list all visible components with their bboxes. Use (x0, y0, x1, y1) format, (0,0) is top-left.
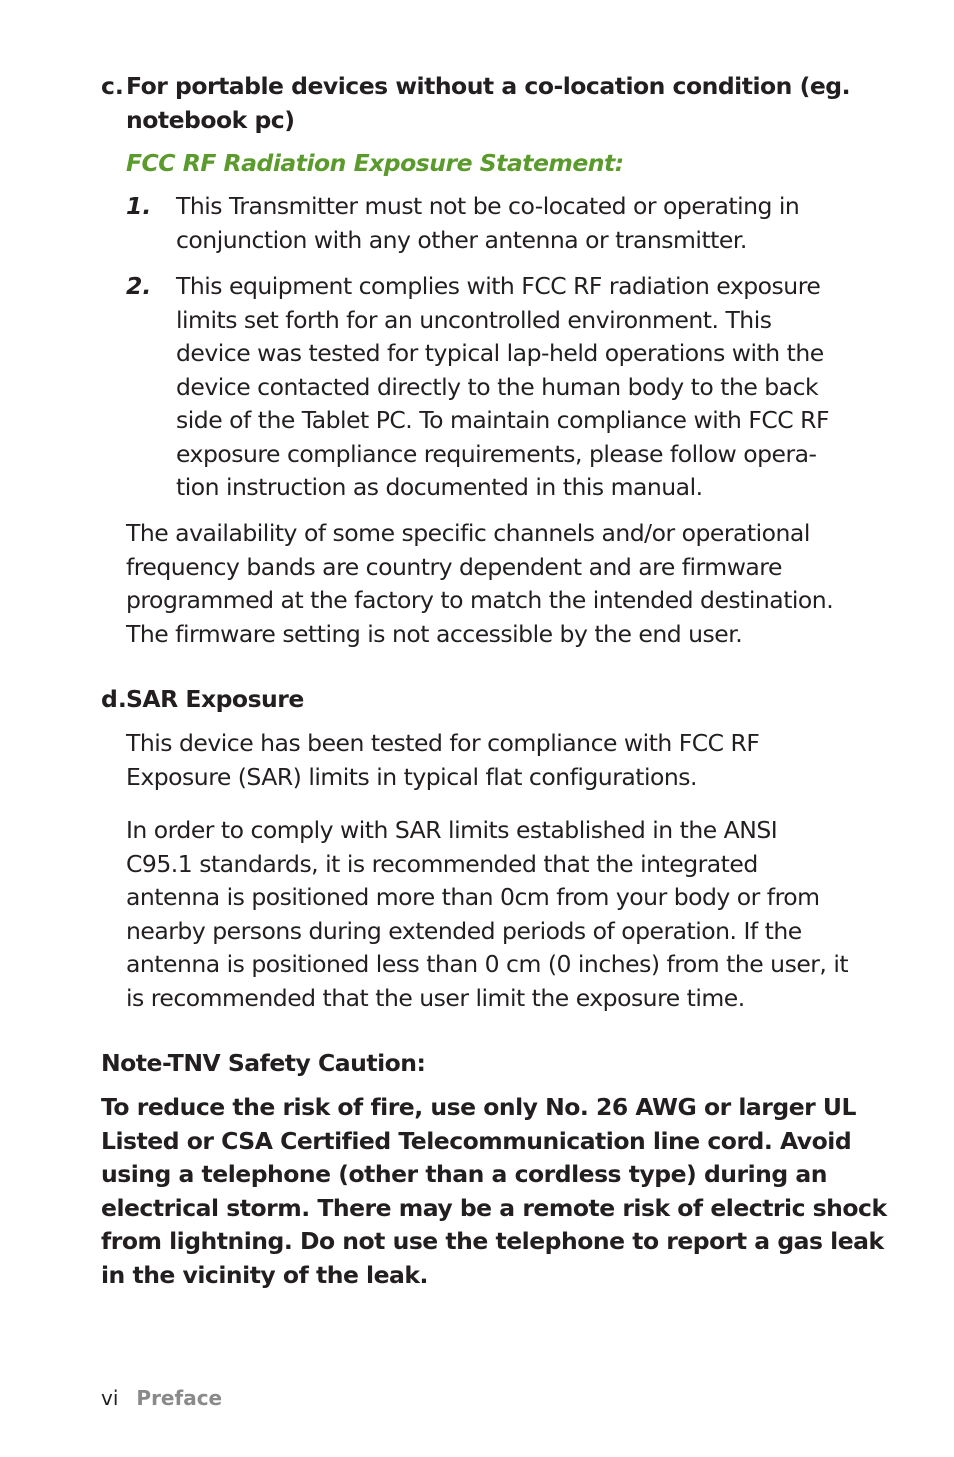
section-d-heading: SAR Exposure (126, 685, 304, 713)
text-line: This equipment complies with FCC RF radiation exposure (176, 272, 821, 300)
text-line: This device has been tested for compliance with FCC RF (126, 729, 760, 757)
sar-paragraph-2 (126, 814, 886, 1015)
heading-line: For portable devices without a co-location condition (eg. (126, 72, 851, 100)
text-line: electrical storm. There may be a remote risk of electric shock (101, 1193, 887, 1222)
text-line: from lightning. Do not use the telephone to report a gas leak (101, 1227, 884, 1255)
statement-title: FCC RF Radiation Exposure Statement: (126, 149, 624, 177)
text-line: C95.1 standards, it is recommended that the integrated (126, 849, 758, 878)
text-line: exposure compliance requirements, please follow opera- (176, 439, 817, 468)
page-number: vi (101, 1386, 119, 1410)
text-line: programmed at the factory to match the intended destination. (126, 586, 834, 614)
text-line: antenna is positioned more than 0cm from your body or from (126, 883, 820, 911)
note-heading: Note-TNV Safety Caution: (101, 1049, 426, 1077)
text-line: tion instruction as documented in this manual. (176, 473, 703, 501)
sar-paragraph-1 (126, 727, 886, 794)
text-line: nearby persons during extended periods of operation. If the (126, 916, 802, 945)
text-line: conjunction with any other antenna or transmitter. (176, 225, 747, 254)
item-number: 2. (126, 272, 152, 300)
text-line: in the vicinity of the leak. (101, 1260, 428, 1289)
page-footer (101, 1384, 222, 1412)
text-line: The firmware setting is not accessible by the end user. (126, 619, 743, 648)
text-line: device was tested for typical lap-held operations with the (176, 339, 824, 367)
section-c-marker: c. (101, 72, 124, 100)
availability-paragraph (126, 517, 886, 651)
heading-line: notebook pc) (126, 105, 295, 134)
text-line: The availability of some specific channels and/or operational (126, 519, 810, 547)
text-line: limits set forth for an uncontrolled environment. This (176, 305, 772, 334)
note-paragraph (101, 1091, 891, 1292)
text-line: Exposure (SAR) limits in typical flat configurations. (126, 762, 697, 791)
text-line: antenna is positioned less than 0 cm (0 inches) from the user, it (126, 950, 849, 978)
item-number: 1. (126, 192, 152, 220)
list-item (176, 270, 876, 505)
section-label: Preface (136, 1386, 223, 1410)
text-line: side of the Tablet PC. To maintain compliance with FCC RF (176, 406, 829, 434)
section-d-marker: d. (101, 685, 127, 713)
text-line: frequency bands are country dependent and are firmware (126, 552, 782, 581)
text-line: Listed or CSA Certified Telecommunication line cord. Avoid (101, 1126, 852, 1155)
text-line: using a telephone (other than a cordless type) during an (101, 1160, 827, 1188)
list-item (176, 190, 876, 257)
text-line: device contacted directly to the human body to the back (176, 372, 819, 401)
text-line: In order to comply with SAR limits established in the ANSI (126, 816, 778, 844)
text-line: To reduce the risk of fire, use only No. 26 AWG or larger UL (101, 1093, 856, 1121)
text-line: is recommended that the user limit the exposure time. (126, 983, 745, 1012)
text-line: This Transmitter must not be co-located or operating in (176, 192, 800, 220)
section-c-heading (126, 70, 886, 137)
